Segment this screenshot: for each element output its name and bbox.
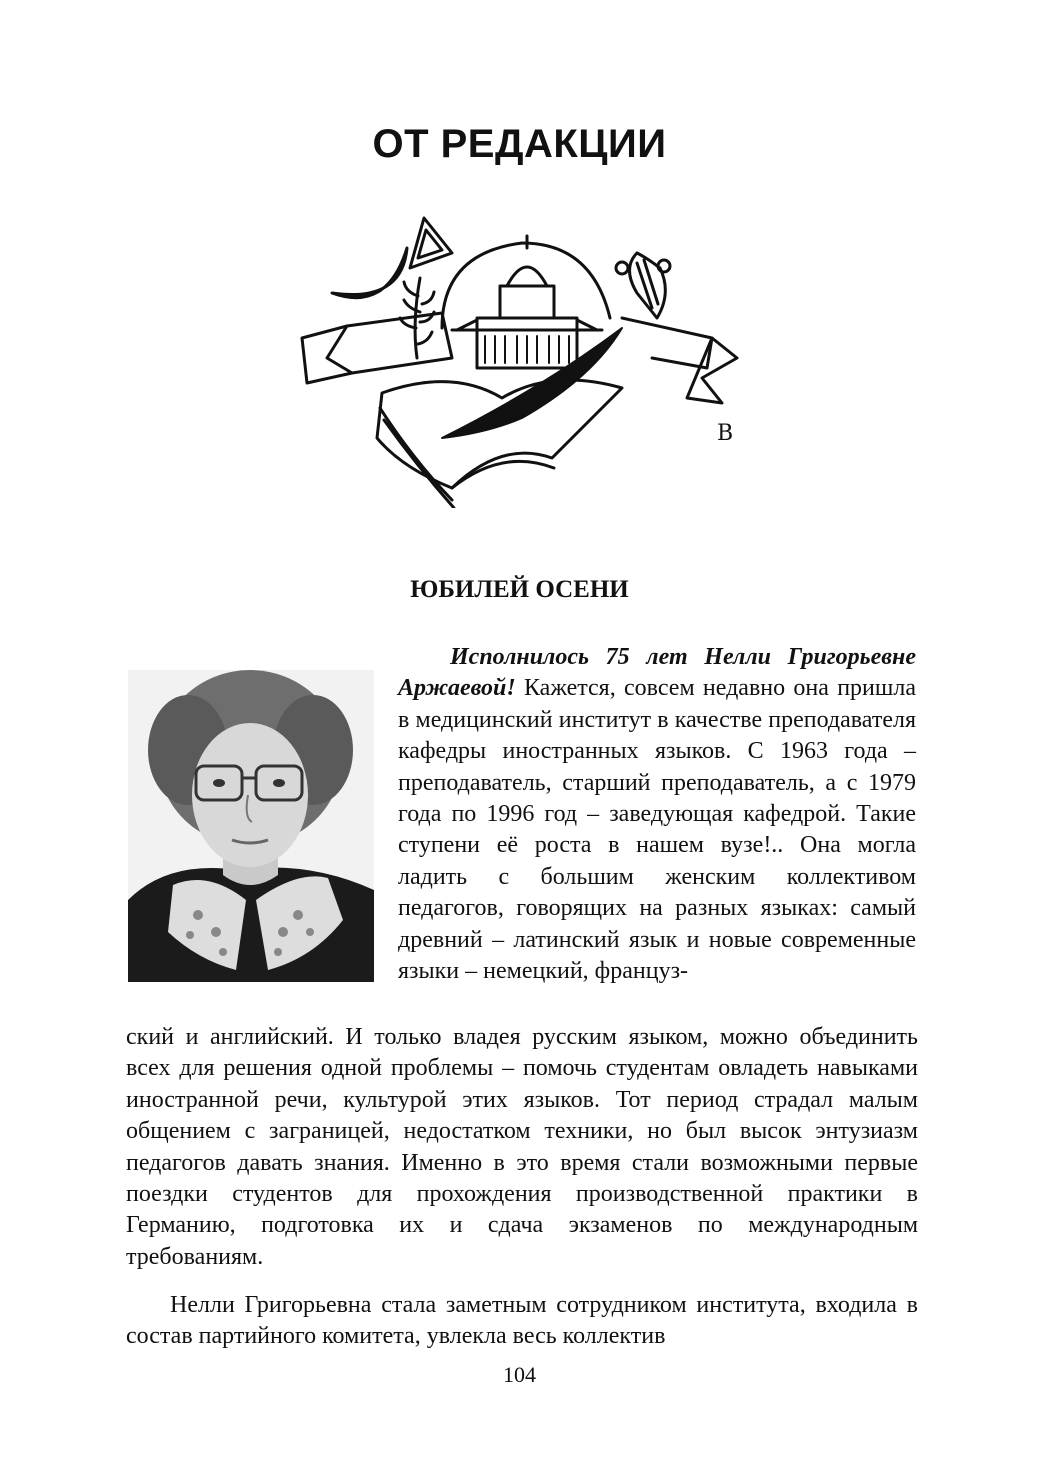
article-lead: Исполнилось 75 лет Нелли Григорьевне Аржаевой! <box>398 644 916 702</box>
illustrator-signature: В <box>717 421 734 446</box>
portrait-photo <box>128 670 374 982</box>
article-title: ЮБИЛЕЙ ОСЕНИ <box>410 576 629 603</box>
article-column-text <box>398 642 916 987</box>
article-paragraph-2: Нелли Григорьевна стала заметным сотрудником института, входила в состав партийного комитета, увлекла весь коллектив <box>126 1292 918 1350</box>
article-body <box>126 1022 918 1273</box>
article-column-body: Кажется, совсем недавно она пришла в медицинский институт в качестве преподавателя кафедры иностранных языков. С 1963 года – преподаватель, старший преподаватель, а с 1979 года по 1996 год – заведующая кафедрой. Такие ступени её роста в нашем вузе!.. Она могла ладить с большим женским коллективом педагогов, говорящих на разных языках: самый древний – латинский язык и новые современные языки – немецкий, француз- <box>398 675 916 985</box>
page-number: 104 <box>503 1362 536 1387</box>
emblem-illustration <box>292 208 752 508</box>
section-title: ОТ РЕДАКЦИИ <box>372 122 667 166</box>
article-body-paragraph: ский и английский. И только владея русским языком, можно объединить всех для решения одной проблемы – помочь студентам овладеть навыками иностранной речи, культурой этих языков. Тот период страдал малым общением с заграницей, недостатком техники, но был высок энтузиазм педагогов давать знания. Именно в это время стали возможными первые поездки студентов для прохождения производственной практики в Германию, подготовка их и сдача экзаменов по международным требованиям. <box>126 1024 918 1270</box>
